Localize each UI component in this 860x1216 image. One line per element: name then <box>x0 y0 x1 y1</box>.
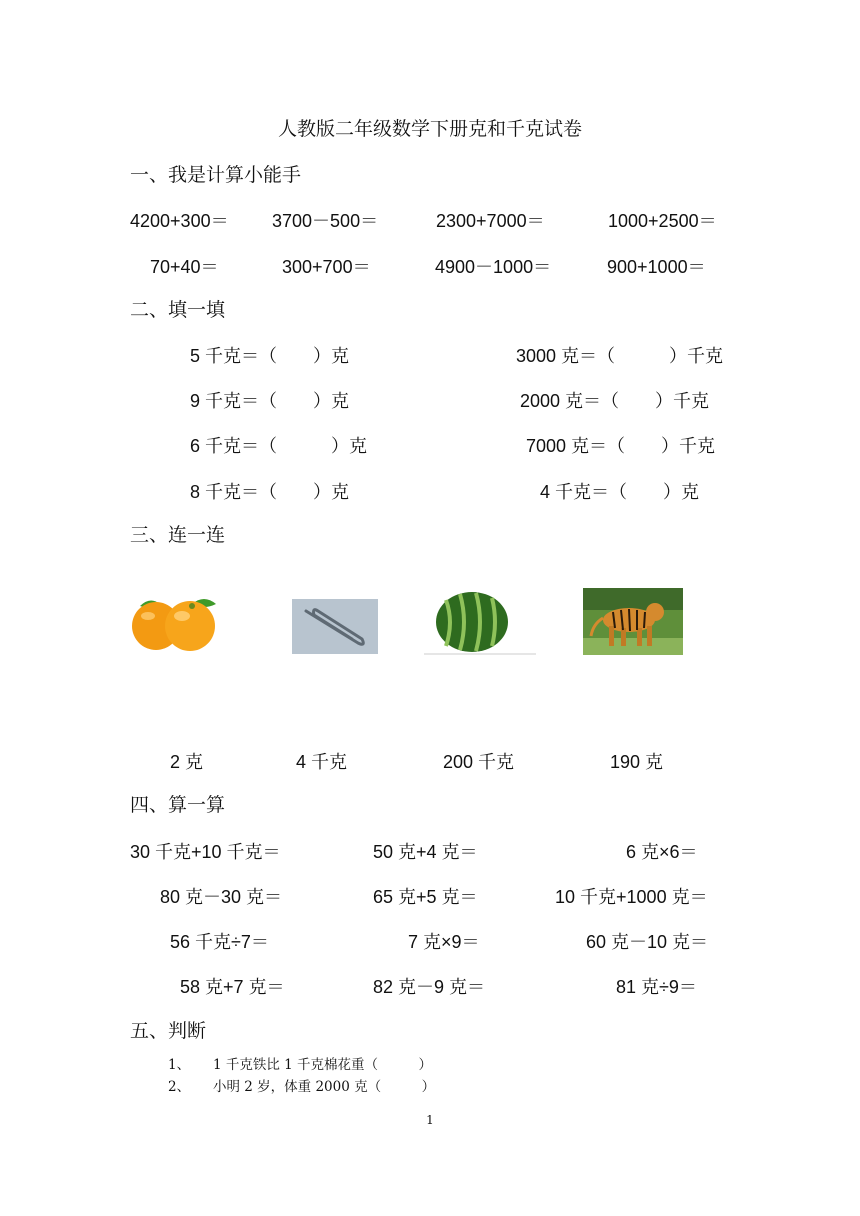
section-heading-4: 四、算一算 <box>130 794 226 816</box>
section-heading-2: 二、填一填 <box>130 299 226 321</box>
calc-item: 3700－500＝ <box>272 211 379 231</box>
compute-item: 7 克×9＝ <box>408 932 480 952</box>
tiger-image <box>583 588 683 655</box>
fill-item: 6 千克＝（ ）克 <box>190 436 368 456</box>
judge-number: 1、 <box>168 1057 191 1073</box>
watermelon-image <box>424 590 536 656</box>
judge-item: 小明 2 岁，体重 2000 克（ ） <box>213 1079 436 1095</box>
section-heading-5: 五、判断 <box>130 1020 207 1042</box>
oranges-image <box>130 596 220 654</box>
calc-item: 4200+300＝ <box>130 211 229 231</box>
calc-item: 1000+2500＝ <box>608 211 717 231</box>
fill-item: 7000 克＝（ ）千克 <box>526 436 716 456</box>
compute-item: 60 克－10 克＝ <box>586 932 709 952</box>
compute-item: 65 克+5 克＝ <box>373 887 478 907</box>
calc-item: 4900－1000＝ <box>435 257 552 277</box>
section-heading-1: 一、我是计算小能手 <box>130 164 302 186</box>
calc-item: 2300+7000＝ <box>436 211 545 231</box>
calc-item: 70+40＝ <box>150 257 219 277</box>
weight-label: 200 千克 <box>443 752 515 772</box>
fill-item: 8 千克＝（ ）克 <box>190 482 350 502</box>
weight-label: 190 克 <box>610 752 664 772</box>
compute-item: 81 克÷9＝ <box>616 977 697 997</box>
judge-number: 2、 <box>168 1079 191 1095</box>
fill-item: 9 千克＝（ ）克 <box>190 391 350 411</box>
compute-item: 80 克－30 克＝ <box>160 887 283 907</box>
paperclip-image <box>292 599 378 654</box>
compute-item: 30 千克+10 千克＝ <box>130 842 281 862</box>
compute-item: 58 克+7 克＝ <box>180 977 285 997</box>
fill-item: 5 千克＝（ ）克 <box>190 346 350 366</box>
compute-item: 6 克×6＝ <box>626 842 698 862</box>
fill-item: 4 千克＝（ ）克 <box>540 482 700 502</box>
calc-item: 300+700＝ <box>282 257 371 277</box>
compute-item: 56 千克÷7＝ <box>170 932 269 952</box>
judge-item: 1 千克铁比 1 千克棉花重（ ） <box>213 1057 433 1073</box>
page-number: 1 <box>426 1113 434 1127</box>
weight-label: 4 千克 <box>296 752 348 772</box>
compute-item: 10 千克+1000 克＝ <box>555 887 708 907</box>
weight-label: 2 克 <box>170 752 204 772</box>
compute-item: 82 克－9 克＝ <box>373 977 486 997</box>
fill-item: 3000 克＝（ ）千克 <box>516 346 724 366</box>
section-heading-3: 三、连一连 <box>130 524 226 546</box>
compute-item: 50 克+4 克＝ <box>373 842 478 862</box>
page-title: 人教版二年级数学下册克和千克试卷 <box>277 118 582 140</box>
calc-item: 900+1000＝ <box>607 257 706 277</box>
fill-item: 2000 克＝（ ）千克 <box>520 391 710 411</box>
